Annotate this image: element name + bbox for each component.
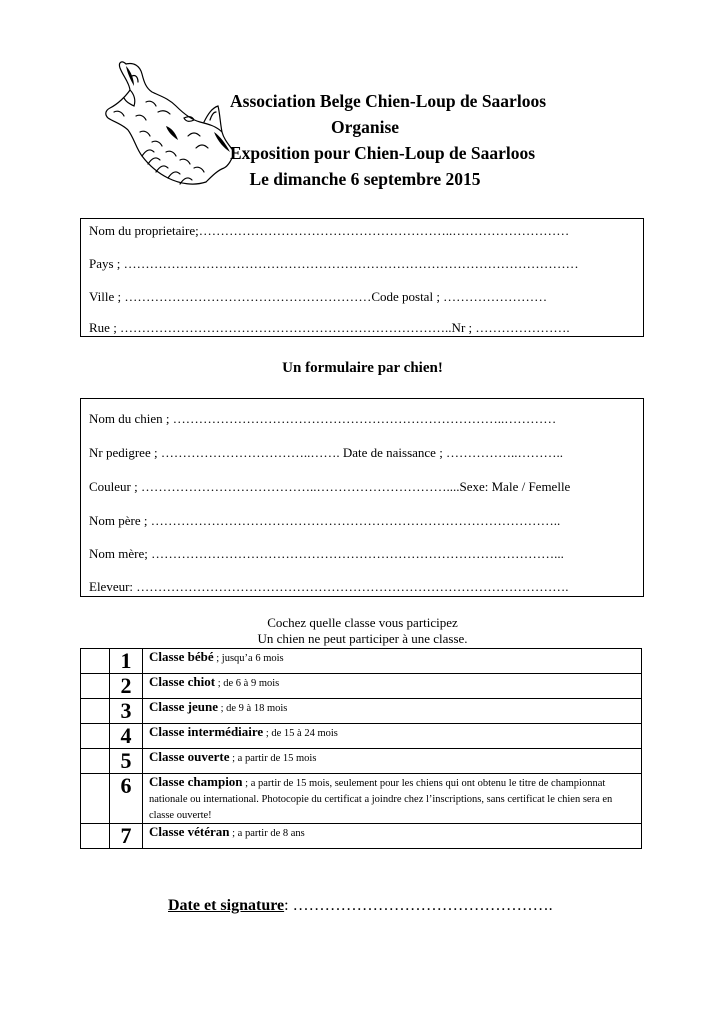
class-detail: ; a partir de 15 mois xyxy=(229,753,317,764)
mother-name-field[interactable]: Nom mère; …………………………………………………………………………………... xyxy=(89,546,564,561)
class-checkbox[interactable] xyxy=(81,699,110,724)
association-title: Association Belge Chien-Loup de Saarloos xyxy=(230,91,546,111)
class-number: 5 xyxy=(110,749,143,774)
class-detail: ; de 6 à 9 mois xyxy=(215,678,280,689)
instruction-line-1: Cochez quelle classe vous participez xyxy=(267,615,458,630)
header-block xyxy=(230,88,546,192)
class-detail: ; a partir de 8 ans xyxy=(229,828,305,839)
class-checkbox[interactable] xyxy=(81,774,110,824)
class-checkbox[interactable] xyxy=(81,724,110,749)
owner-name-field[interactable]: Nom du proprietaire;…………………………………………………..……………………… xyxy=(89,223,570,238)
signature-dots: : …………………………………………. xyxy=(284,897,553,914)
class-row xyxy=(81,699,642,724)
class-checkbox[interactable] xyxy=(81,824,110,849)
instruction-line-2: Un chien ne peut participer à une classe. xyxy=(257,631,468,646)
class-detail: ; jusqu’a 6 mois xyxy=(213,653,284,664)
color-sex-field[interactable]: Couleur ; …………………………………..…………………………....Sexe: Male / Femelle xyxy=(89,479,571,494)
class-number: 7 xyxy=(110,824,143,849)
country-field[interactable]: Pays ; …………………………………………………………………………………………… xyxy=(89,256,579,271)
father-name-field[interactable]: Nom père ; ………………………………………………………………………………….. xyxy=(89,513,561,528)
class-checkbox[interactable] xyxy=(81,649,110,674)
class-description xyxy=(143,649,642,674)
city-postal-field[interactable]: Ville ; …………………………………………………Code postal ; …………………… xyxy=(89,289,548,304)
class-description xyxy=(143,699,642,724)
class-description xyxy=(143,674,642,699)
exhibition-title: Exposition pour Chien-Loup de Saarloos xyxy=(230,143,536,163)
class-name: Classe ouverte xyxy=(149,749,230,764)
class-name: Classe vétéran xyxy=(149,824,230,839)
class-detail: ; de 9 à 18 mois xyxy=(217,703,288,714)
class-description xyxy=(143,774,642,824)
class-name: Classe champion xyxy=(149,774,243,789)
pedigree-birthdate-field[interactable]: Nr pedigree ; ……………………………..……. Date de naissance ; ……………..……….. xyxy=(89,445,564,460)
signature-label: Date et signature xyxy=(168,897,285,914)
class-name: Classe bébé xyxy=(149,649,214,664)
class-row xyxy=(81,749,642,774)
class-row xyxy=(81,674,642,699)
breeder-field[interactable]: Eleveur: ………………………………………………………………………………………. xyxy=(89,579,569,594)
organise-line: Organise xyxy=(330,117,400,137)
class-description xyxy=(143,749,642,774)
class-detail: ; de 15 à 24 mois xyxy=(263,728,338,739)
class-number: 3 xyxy=(110,699,143,724)
class-name: Classe jeune xyxy=(149,699,218,714)
class-row xyxy=(81,824,642,849)
form-per-dog-note: Un formulaire par chien! xyxy=(282,360,443,376)
class-number: 1 xyxy=(110,649,143,674)
event-date: Le dimanche 6 septembre 2015 xyxy=(249,169,481,189)
class-row xyxy=(81,649,642,674)
class-number: 6 xyxy=(110,774,143,824)
street-field[interactable]: Rue ; …………………………………………………………………..Nr ; …………………. xyxy=(89,320,570,335)
class-name: Classe chiot xyxy=(149,674,216,689)
class-row xyxy=(81,774,642,824)
class-description xyxy=(143,824,642,849)
class-detail: ; a partir de 15 mois, seulement pour les chiens qui ont obtenu le titre de championnat nationale ou international. Photocopie du certificat a joindre chez l’inscriptions, sans certificat le chien sera en classe ouverte! xyxy=(149,778,613,821)
dog-info-box xyxy=(80,398,644,597)
class-name: Classe intermédiaire xyxy=(149,724,264,739)
wolf-head-logo xyxy=(96,52,246,192)
class-row xyxy=(81,724,642,749)
dog-name-field[interactable]: Nom du chien ; …………………………………………………………………..………… xyxy=(89,411,557,426)
class-checkbox[interactable] xyxy=(81,749,110,774)
signature-line[interactable] xyxy=(168,897,553,915)
class-number: 4 xyxy=(110,724,143,749)
class-selection-table xyxy=(80,648,642,849)
owner-info-box xyxy=(80,218,644,337)
class-number: 2 xyxy=(110,674,143,699)
class-description xyxy=(143,724,642,749)
class-checkbox[interactable] xyxy=(81,674,110,699)
